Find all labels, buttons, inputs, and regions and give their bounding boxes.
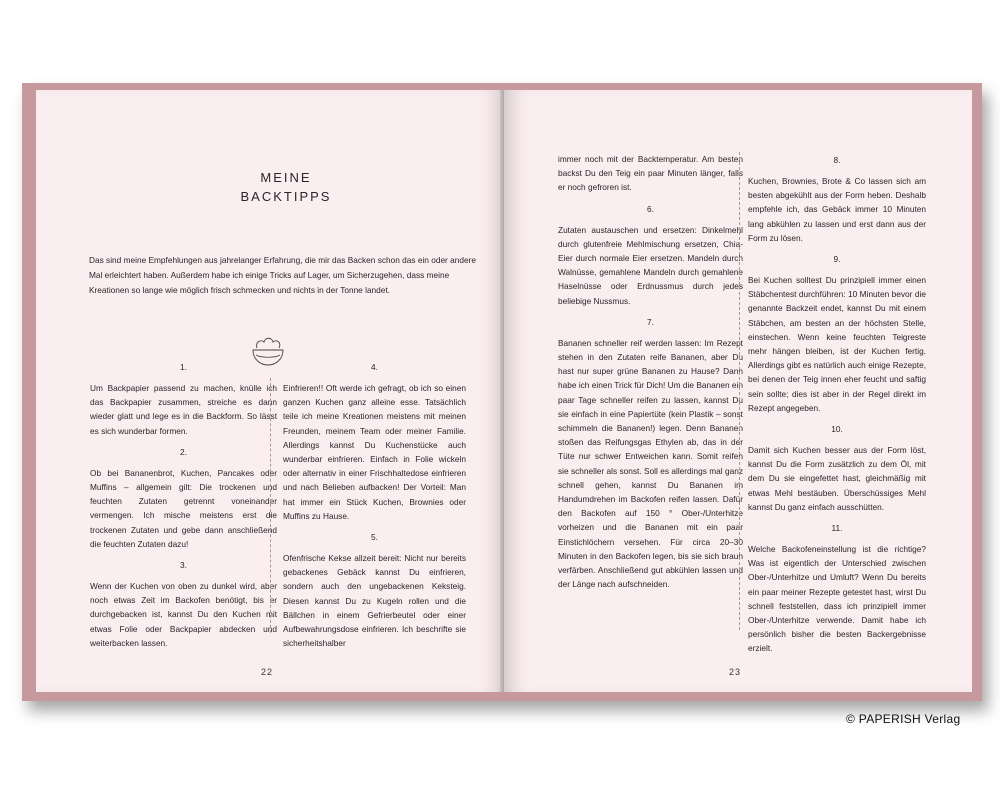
right-page bbox=[504, 90, 972, 692]
tip-text: Bei Kuchen solltest Du prinzipiell immer einen Stäbchentest durchführen: 10 Minuten bevor die genannte Backzeit endet, kannst Du mit einem Stäbchen, am besten an der höchsten Stelle, einstechen. Wenn keine feuchten Teigreste mehr hängen bleiben, ist der Kuchen fertig. Allerdings gibt es natürlich auch einige Rezepte, bei denen der Teig innen eher feucht und saftig sein sollte; dies ist aber in der Regel direkt im Rezept angegeben. bbox=[748, 275, 926, 413]
right-column-2 bbox=[748, 146, 926, 656]
tip-text: Zutaten austauschen und ersetzen: Dinkelmehl durch glutenfreie Mehlmischung ersetzen, Chia-Eier durch normale Eier ersetzen. Mandeln durch Walnüsse, gemahlene Mandeln durch gemahlene Haselnüsse oder Erdnussmus durch jedes beliebige Nussmus. bbox=[558, 224, 743, 306]
copyright-notice: © PAPERISH Verlag bbox=[846, 712, 961, 726]
page-title: MEINE BACKTIPPS bbox=[240, 170, 332, 204]
tip-number: 6. bbox=[647, 203, 654, 214]
tip-text: Damit sich Kuchen besser aus der Form löst, kannst Du die Form zusätzlich zu dem Öl, mit dem Du sie eingefettet hast, gleichmäßig mit etwas Mehl bestäuben. Überschüssiges Mehl kannst Du ganz einfach ausschütten. bbox=[748, 445, 926, 512]
tip-number: 8. bbox=[833, 155, 841, 165]
tip-number: 7. bbox=[647, 316, 654, 327]
page-number: 22 bbox=[261, 667, 274, 677]
tip-number: 9. bbox=[833, 254, 841, 265]
tip-text: immer noch mit der Backtemperatur. Am besten backst Du den Teig ein paar Minuten länger, falls er noch gefroren ist. bbox=[558, 154, 743, 193]
tip-text: Welche Backofeneinstellung ist die richtige? Was ist eigentlich der Unterschied zwischen Ober-/Unterhitze und Umluft? Wenn Du bereits ein paar meiner Rezepte getestet hast, wirst Du schnell feststellen, dass ich prinzipiell immer Ober-/Unterhitze verwende. Damit habe ich persönlich bisher die besten Backergebnisse erzielt. bbox=[748, 544, 926, 654]
left-column-2 bbox=[283, 353, 466, 650]
tip-text: Um Backpapier passend zu machen, knülle ich das Backpapier zusammen, streiche es dann wieder glatt und lege es in die Backform. So lässt es sich wunderbar formen. bbox=[90, 383, 277, 436]
tip-text: Bananen schneller reif werden lassen: Im Rezept stehen in den Zutaten reife Bananen, aber Du hast nur super grüne Bananen zu Hause? Dann habe ich einen Trick für Dich! Um die Bananen ein paar Tage schneller reifen zu lassen, kannst Du sie einfach in eine Papiertüte (kein Plastik – sonst schimmeln die Bananen!) legen. Denn Bananen stoßen das Reifungsgas Ethylen ab, das in der Tüte nur schwer Entweichen kann. Somit reifen sie schneller als sonst. Soll es allerdings mal ganz schnell gehen, kannst Du Bananen im Handumdrehen im Backofen reifen lassen. Dafür den Backofen auf 150 ° Ober-/Unterhitze vorheizen und die Bananen mit ein paar Einstichlöchern versehen. Für circa 20–30 Minuten in den Backofen legen, bis sie sich braun verfärben. Anschließend gut abkühlen lassen und der Länge nach aufschneiden. bbox=[558, 337, 743, 590]
tip-text: Einfrieren!! Oft werde ich gefragt, ob ich so einen ganzen Kuchen ganz alleine esse. Tatsächlich teile ich meine Kreationen meistens mit meinen Freunden, meinem Team oder meiner Familie. Allerdings kannst Du Kuchenstücke auch wunderbar einfrieren. Einfach in Folie wickeln oder alternativ in einer Frischhaltedose einfrieren und nach Belieben aufbacken! Der Vorteil: Man hat immer ein Stück Kuchen, Brownies oder Muffins zu Hause. bbox=[283, 383, 466, 521]
tip-number: 4. bbox=[371, 362, 378, 372]
tip-number: 10. bbox=[831, 424, 843, 435]
tip-text: Ofenfrische Kekse allzeit bereit: Nicht nur bereits gebackenes Gebäck kannst Du einfrieren, sondern auch den ungebackenen Keksteig. Diesen kannst Du zu Kugeln rollen und die Bällchen in einem Gefrierbeutel oder einer Aufbewahrungsdose einfrieren. Ich beschrifte sie sicherheitshalber bbox=[283, 553, 466, 649]
tip-number: 3. bbox=[180, 560, 187, 571]
intro-paragraph: Das sind meine Empfehlungen aus jahrelanger Erfahrung, die mir das Backen schon das ein oder andere Mal erleichtert haben. Außerdem habe ich einige Tricks auf Lager, um Sicherzugehen, dass meine Kreationen so lange wie möglich frisch schmecken und nichts in der Tonne landet. bbox=[89, 255, 476, 295]
left-column-1 bbox=[90, 353, 277, 650]
page-number: 23 bbox=[729, 667, 742, 677]
tip-text: Kuchen, Brownies, Brote & Co lassen sich am besten abgekühlt aus der Form heben. Deshalb empfehle ich, das Gebäck immer 10 Minuten lang abkühlen zu lassen und erst dann aus der Form zu lösen. bbox=[748, 176, 926, 243]
tip-number: 11. bbox=[831, 523, 843, 534]
tip-number: 1. bbox=[180, 362, 187, 372]
tip-number: 2. bbox=[180, 446, 187, 457]
tip-text: Wenn der Kuchen von oben zu dunkel wird, aber noch etwas Zeit im Backofen benötigt, bis er durchgebacken ist, kannst Du den Kuchen mit etwas Folie oder Backpapier abdecken und weiterbacken lassen. bbox=[90, 581, 277, 648]
column-divider bbox=[270, 378, 271, 633]
open-book bbox=[22, 83, 982, 701]
left-page bbox=[36, 90, 504, 692]
tip-number: 5. bbox=[371, 532, 378, 543]
right-column-1 bbox=[558, 152, 743, 591]
column-divider bbox=[739, 152, 740, 630]
tip-text: Ob bei Bananenbrot, Kuchen, Pancakes oder Muffins – allgemein gilt: Die trockenen und feuchten Zutaten getrennt voneinander vermengen. Ich mische meistens erst die trockenen Zutaten und gebe dann anschließend die feuchten Zutaten dazu! bbox=[90, 467, 277, 549]
